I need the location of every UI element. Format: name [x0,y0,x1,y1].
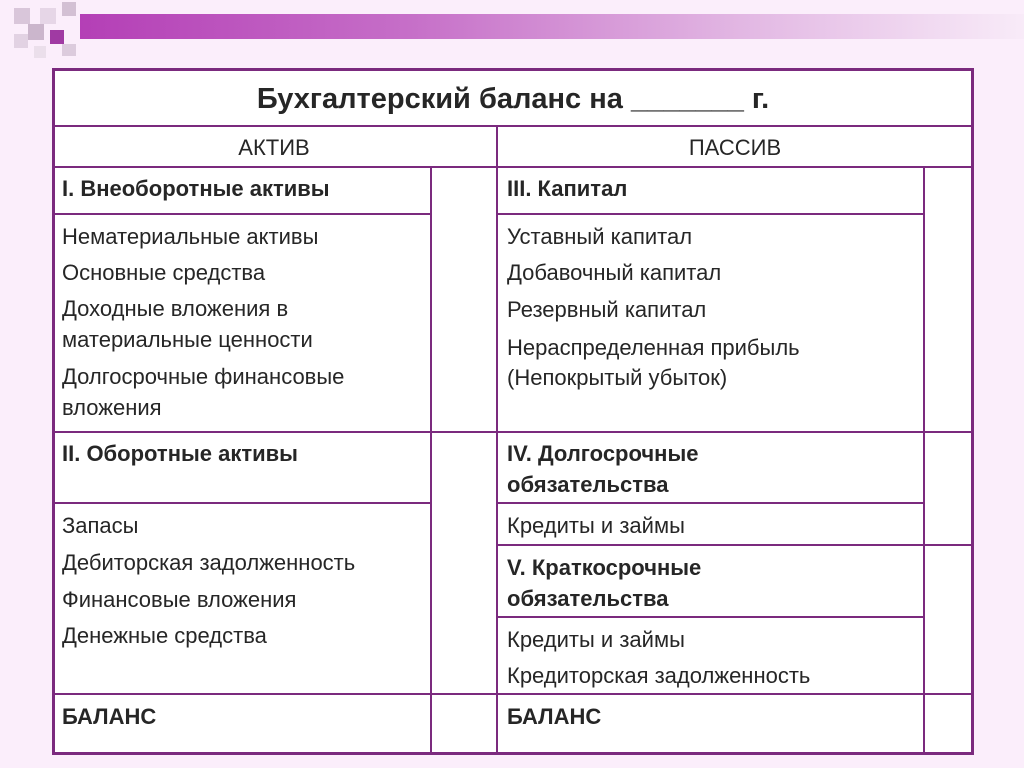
decor-square [34,46,46,58]
decor-square [14,34,28,48]
decor-square [50,30,64,44]
liability-item: (Непокрытый убыток) [507,365,728,390]
decor-square [62,44,76,56]
table-rule [52,166,974,168]
table-rule [496,213,923,215]
asset-item: Денежные средства [62,623,267,648]
asset-section-1-title: I. Внеоборотные активы [62,176,330,201]
asset-section-2-title: II. Оборотные активы [62,441,298,466]
decor-square [62,2,76,16]
table-border [52,68,974,71]
asset-item: Основные средства [62,260,266,285]
liability-header: ПАССИВ [688,135,782,160]
liability-section-5-title: V. Краткосрочные [507,555,702,580]
asset-item: вложения [62,395,162,420]
table-rule [496,502,923,504]
table-rule [496,125,498,755]
liability-item: Уставный капитал [507,224,693,249]
table-border [52,68,55,755]
liability-item: Кредиторская задолженность [507,663,811,688]
liability-item: Кредиты и займы [507,627,685,652]
decor-square [14,8,30,24]
asset-item: Финансовые вложения [62,587,297,612]
table-rule [52,502,430,504]
asset-item: Дебиторская задолженность [62,550,356,575]
decor-square [40,8,56,24]
asset-balance: БАЛАНС [62,704,157,729]
table-rule [430,166,432,755]
table-border [971,68,974,755]
liability-balance: БАЛАНС [507,704,602,729]
table-rule [52,693,974,695]
table-rule [52,125,974,127]
liability-section-4-title: обязательства [507,472,669,497]
table-rule [923,166,925,755]
table-border [52,752,974,755]
liability-item: Резервный капитал [507,297,707,322]
balance-sheet-table [52,68,974,755]
asset-item: Нематериальные активы [62,224,319,249]
table-rule [496,544,974,546]
header-decoration [0,0,1024,60]
asset-item: Запасы [62,513,139,538]
liability-item: Нераспределенная прибыль [507,335,800,360]
table-rule [52,213,430,215]
liability-section-4-title: IV. Долгосрочные [507,441,699,466]
liability-item: Добавочный капитал [507,260,722,285]
page-title: Бухгалтерский баланс на _______ г. [256,83,770,115]
table-rule [52,431,974,433]
liability-item: Кредиты и займы [507,513,685,538]
asset-header: АКТИВ [238,135,310,160]
liability-section-5-title: обязательства [507,586,669,611]
asset-item: Долгосрочные финансовые [62,364,345,389]
decor-square [28,24,44,40]
liability-section-3-title: III. Капитал [507,176,628,201]
asset-item: Доходные вложения в [62,296,289,321]
asset-item: материальные ценности [62,327,313,352]
table-rule [496,616,923,618]
header-gradient-bar [80,14,1024,39]
